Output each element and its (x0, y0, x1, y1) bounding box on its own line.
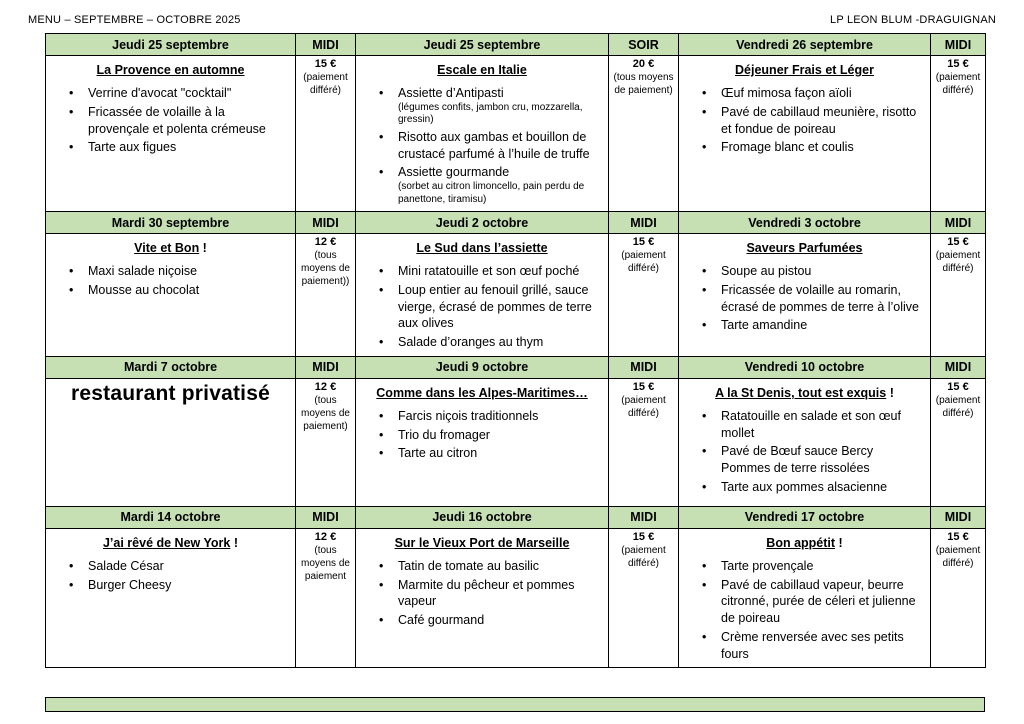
menu-item-list (695, 408, 924, 496)
menu-cell (356, 234, 609, 357)
menu-title (685, 536, 924, 550)
document-title: MENU – SEPTEMBRE – OCTOBRE 2025 (28, 14, 241, 26)
menu-item-list (695, 85, 924, 156)
menu-item-text: Tarte aux figues (88, 140, 177, 155)
menu-table-body (46, 34, 986, 668)
week-header-row (46, 506, 986, 528)
menu-item (372, 577, 602, 611)
service-header-cell: MIDI (931, 212, 986, 234)
price-note: (paiement différé) (935, 250, 981, 274)
menu-item-list (62, 558, 289, 594)
menu-item (695, 408, 924, 442)
menu-item (695, 104, 924, 138)
menu-item-text: Trio du fromager (398, 427, 490, 442)
menu-table (45, 33, 986, 668)
price-note: (tous moyens de paiement (301, 544, 350, 582)
menu-title-text: Comme dans les Alpes-Maritimes… (376, 385, 588, 400)
menu-item (695, 317, 924, 334)
price-amount: 15 € (632, 530, 655, 543)
menu-title-text: La Provence en automne (96, 63, 245, 77)
day-header-cell: Jeudi 25 septembre (356, 34, 609, 56)
menu-item-list (372, 558, 602, 629)
menu-item (695, 139, 924, 156)
menu-item-text: Tarte amandine (721, 318, 808, 333)
price-note: (paiement différé) (935, 544, 981, 569)
menu-item (695, 85, 924, 102)
menu-title (52, 536, 289, 550)
menu-item-text: Fricassée de volaille à la provençale et polenta crémeuse (88, 104, 266, 136)
service-header-cell: MIDI (931, 34, 986, 56)
menu-item (695, 443, 924, 477)
day-header-cell: Mardi 30 septembre (46, 212, 296, 234)
price-cell (609, 528, 679, 668)
price-amount: 12 € (314, 380, 337, 393)
menu-cell (679, 378, 931, 506)
menu-item (372, 85, 602, 127)
week-header-row (46, 34, 986, 56)
menu-item-list (372, 408, 602, 462)
price-note: (paiement différé) (303, 72, 348, 96)
price-cell (296, 378, 356, 506)
price-cell (609, 378, 679, 506)
menu-title-text: Saveurs Parfumées (746, 241, 863, 255)
menu-cell (679, 56, 931, 212)
service-header-cell: MIDI (931, 506, 986, 528)
price-amount: 15 € (947, 380, 969, 393)
menu-title (685, 63, 924, 77)
menu-item-text: Salade d’oranges au thym (398, 335, 544, 349)
day-header-cell: Jeudi 25 septembre (46, 34, 296, 56)
day-header-cell: Mardi 14 octobre (46, 506, 296, 528)
price-cell (931, 378, 986, 506)
day-header-cell: Vendredi 17 octobre (679, 506, 931, 528)
menu-item (372, 282, 602, 332)
price-cell (931, 234, 986, 357)
menu-item-list (695, 558, 924, 663)
menu-item-note: (sorbet au citron limoncello, pain perdu de panettone, tiramisu) (398, 181, 585, 205)
day-header-cell: Mardi 7 octobre (46, 356, 296, 378)
menu-item (372, 427, 602, 444)
menu-cell (679, 528, 931, 668)
menu-title-text: Vite et Bon (134, 241, 200, 255)
menu-title-text: A la St Denis, tout est exquis (715, 385, 887, 400)
menu-title-text: Bon appétit (766, 535, 836, 550)
menu-cell (679, 234, 931, 357)
menu-item (695, 479, 924, 496)
menu-item-text: Fricassée de volaille au romarin, écrasé de pommes de terre à l’olive (721, 282, 920, 314)
price-note: (paiement différé) (621, 544, 666, 569)
menu-title (52, 241, 289, 255)
menu-title-suffix: ! (230, 535, 239, 550)
service-header-cell: MIDI (609, 506, 679, 528)
menu-item-text: Loup entier au fenouil grillé, sauce vierge, écrasé de pommes de terre aux olives (398, 282, 592, 331)
price-cell (296, 528, 356, 668)
menu-item-text: Maxi salade niçoise (88, 264, 198, 278)
menu-item-text: Pavé de cabillaud vapeur, beurre citronné, purée de céleri et julienne de poireau (721, 577, 916, 625)
menu-item (695, 629, 924, 663)
day-header-cell: Vendredi 26 septembre (679, 34, 931, 56)
week-header-row (46, 356, 986, 378)
price-note: (paiement différé) (621, 250, 666, 274)
menu-item (372, 445, 602, 462)
service-header-cell: MIDI (296, 506, 356, 528)
day-header-cell: Vendredi 10 octobre (679, 356, 931, 378)
service-header-cell: MIDI (296, 34, 356, 56)
menu-cell (356, 378, 609, 506)
menu-item-text: Marmite du pêcheur et pommes vapeur (398, 577, 575, 609)
menu-cell (356, 528, 609, 668)
school-name: LP LEON BLUM -DRAGUIGNAN (830, 14, 996, 26)
price-cell (609, 234, 679, 357)
price-note: (tous moyens de paiement) (613, 72, 674, 96)
menu-item-text: Ratatouille en salade et son œuf mollet (721, 408, 901, 440)
menu-item-text: Tarte aux pommes alsacienne (721, 479, 888, 494)
price-amount: 15 € (632, 380, 655, 393)
service-header-cell: MIDI (931, 356, 986, 378)
menu-item-list (372, 263, 602, 351)
price-amount: 12 € (314, 236, 337, 248)
menu-item-text: Œuf mimosa façon aïoli (721, 86, 852, 100)
menu-item-note: (légumes confits, jambon cru, mozzarella, gressin) (398, 101, 583, 126)
menu-item-text: Tarte au citron (398, 446, 478, 461)
price-amount: 12 € (314, 530, 337, 543)
menu-title-suffix: ! (199, 241, 207, 255)
week-content-row (46, 528, 986, 668)
menu-title-text: Déjeuner Frais et Léger (735, 63, 874, 77)
menu-item (372, 612, 602, 629)
menu-title-text: Sur le Vieux Port de Marseille (394, 535, 570, 550)
price-cell (931, 56, 986, 212)
price-note: (paiement différé) (935, 72, 981, 96)
menu-item (372, 263, 602, 280)
menu-item-text: Café gourmand (398, 613, 485, 627)
menu-title-text: Escale en Italie (437, 63, 527, 77)
menu-item (62, 577, 289, 594)
menu-item-text: Mousse au chocolat (88, 282, 200, 297)
menu-item (695, 577, 924, 627)
menu-item-list (62, 85, 289, 156)
next-week-header-strip (45, 697, 985, 712)
menu-title-suffix: ! (886, 385, 894, 400)
service-header-cell: MIDI (296, 356, 356, 378)
special-label: restaurant privatisé (71, 381, 270, 405)
menu-item (62, 263, 289, 280)
menu-item-text: Crème renversée avec ses petits fours (721, 629, 904, 661)
menu-item (695, 558, 924, 575)
menu-item (62, 558, 289, 575)
service-header-cell: MIDI (609, 212, 679, 234)
day-header-cell: Jeudi 2 octobre (356, 212, 609, 234)
menu-item-text: Tatin de tomate au basilic (398, 558, 540, 573)
price-amount: 15 € (947, 530, 969, 543)
service-header-cell: MIDI (609, 356, 679, 378)
menu-item-text: Risotto aux gambas et bouillon de crustacé parfumé à l’huile de truffe (398, 129, 590, 161)
price-amount: 15 € (632, 236, 655, 248)
menu-item (62, 85, 289, 102)
week-content-row (46, 56, 986, 212)
menu-title (685, 241, 924, 255)
menu-title (52, 63, 289, 77)
day-header-cell: Jeudi 9 octobre (356, 356, 609, 378)
menu-cell (46, 378, 296, 506)
menu-item (372, 129, 602, 163)
menu-title-text: Le Sud dans l’assiette (416, 241, 548, 255)
menu-item-text: Tarte provençale (721, 558, 814, 573)
price-amount: 15 € (314, 58, 337, 70)
menu-item (695, 263, 924, 280)
menu-item (62, 104, 289, 138)
menu-title (362, 386, 602, 400)
menu-item (372, 408, 602, 425)
menu-item-text: Assiette d’Antipasti (398, 86, 504, 100)
menu-cell (46, 234, 296, 357)
price-note: (paiement différé) (621, 394, 666, 419)
price-cell (609, 56, 679, 212)
service-header-cell: MIDI (296, 212, 356, 234)
menu-item (372, 558, 602, 575)
menu-title (362, 63, 602, 77)
menu-cell (46, 528, 296, 668)
menu-cell (46, 56, 296, 212)
menu-item-text: Mini ratatouille et son œuf poché (398, 264, 580, 278)
menu-item-text: Farcis niçois traditionnels (398, 408, 539, 423)
menu-title (362, 536, 602, 550)
menu-item-text: Burger Cheesy (88, 577, 172, 592)
price-amount: 20 € (632, 58, 655, 70)
price-note: (tous moyens de paiement)) (301, 250, 350, 287)
menu-item-text: Pavé de Bœuf sauce Bercy (721, 444, 874, 459)
week-content-row (46, 234, 986, 357)
menu-item-text: Fromage blanc et coulis (721, 140, 854, 155)
menu-item-text: Assiette gourmande (398, 165, 510, 180)
price-cell (296, 56, 356, 212)
price-cell (931, 528, 986, 668)
price-amount: 15 € (947, 58, 969, 70)
price-amount: 15 € (947, 236, 969, 248)
price-note: (tous moyens de paiement) (301, 394, 350, 432)
menu-cell (356, 56, 609, 212)
menu-title (685, 386, 924, 400)
menu-item-list (695, 263, 924, 334)
menu-title (362, 241, 602, 255)
menu-item-text: Pavé de cabillaud meunière, risotto et fondue de poireau (721, 104, 917, 136)
menu-item-text: Soupe au pistou (721, 264, 812, 278)
menu-item-text: Salade César (88, 558, 164, 573)
menu-title-suffix: ! (835, 535, 843, 550)
menu-item (372, 334, 602, 351)
price-note: (paiement différé) (935, 394, 981, 419)
menu-item (695, 282, 924, 316)
day-header-cell: Jeudi 16 octobre (356, 506, 609, 528)
menu-item (372, 164, 602, 206)
week-content-row (46, 378, 986, 506)
menu-title-text: J’ai rêvé de New York (102, 535, 231, 550)
menu-item-list (372, 85, 602, 206)
day-header-cell: Vendredi 3 octobre (679, 212, 931, 234)
week-header-row (46, 212, 986, 234)
menu-item-continuation: Pommes de terre rissolées (721, 461, 870, 475)
menu-item (62, 139, 289, 156)
service-header-cell: SOIR (609, 34, 679, 56)
menu-item-text: Verrine d'avocat "cocktail" (88, 86, 232, 100)
menu-item-list (62, 263, 289, 299)
menu-item (62, 282, 289, 299)
price-cell (296, 234, 356, 357)
